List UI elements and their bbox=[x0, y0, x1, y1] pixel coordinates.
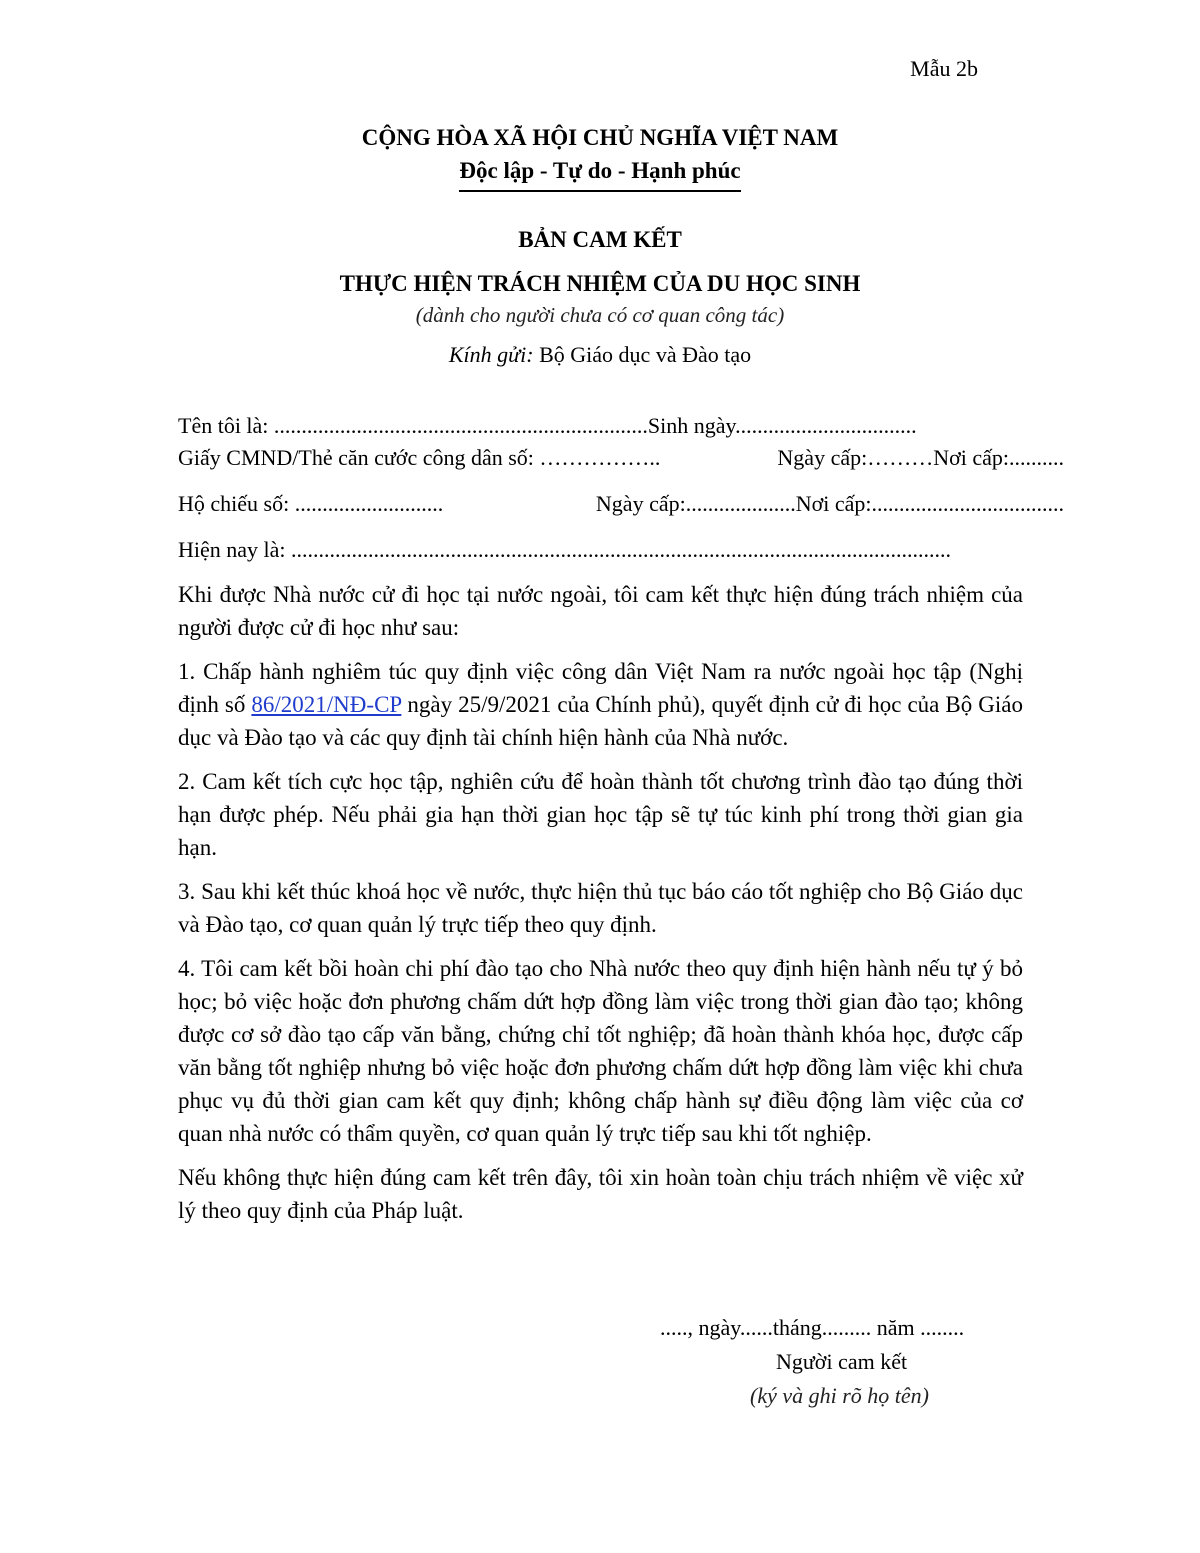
document-title: BẢN CAM KẾT bbox=[518, 227, 682, 252]
personal-info-fields bbox=[178, 410, 1064, 566]
id-card-field bbox=[178, 442, 1064, 474]
signature-title: Người cam kết bbox=[776, 1349, 908, 1374]
commitment-item-1 bbox=[178, 655, 1023, 754]
commitment-item-2: 2. Cam kết tích cực học tập, nghiên cứu để hoàn thành tốt chương trình đào tạo đúng thời hạn được phép. Nếu phải gia hạn thời gian học tập sẽ tự túc kinh phí trong thời gian gia hạn. bbox=[178, 769, 1023, 860]
addressee-value: Bộ Giáo dục và Đào tạo bbox=[539, 342, 752, 367]
commitment-item-4: 4. Tôi cam kết bồi hoàn chi phí đào tạo cho Nhà nước theo quy định hiện hành nếu tự ý bỏ học; bỏ việc hoặc đơn phương chấm dứt hợp đồng làm việc trong thời gian đào tạo; không được cơ sở đào tạo cấp văn bằng, chứng chỉ tốt nghiệp; đã hoàn thành khóa học, được cấp văn bằng tốt nghiệp nhưng bỏ việc hoặc đơn phương chấm dứt hợp đồng làm việc khi chưa phục vụ đủ thời gian cam kết quy định; không chấp hành sự điều động làm việc của cơ quan nhà nước có thẩm quyền, cơ quan quản lý trực tiếp sau khi tốt nghiệp. bbox=[178, 956, 1023, 1146]
passport-field bbox=[178, 488, 1064, 520]
addressee-label: Kính gửi: bbox=[448, 342, 534, 367]
signature-note: (ký và ghi rõ họ tên) bbox=[750, 1383, 929, 1408]
national-motto: Độc lập - Tự do - Hạnh phúc bbox=[459, 155, 740, 192]
id-card-issue: Ngày cấp:………Nơi cấp:.......... bbox=[777, 445, 1064, 470]
intro-paragraph: Khi được Nhà nước cử đi học tại nước ngoài, tôi cam kết thực hiện đúng trách nhiệm của người được cử đi học như sau: bbox=[178, 582, 1023, 640]
commitment-body bbox=[178, 578, 1023, 1238]
name-field-text: Tên tôi là: ....................................................................Sinh ngày................................. bbox=[178, 413, 917, 438]
nation-name: CỘNG HÒA XÃ HỘI CHỦ NGHĨA VIỆT NAM bbox=[361, 125, 839, 150]
item1-text-b: ngày 25/9/2021 của Chính phủ), quyết định cử đi học của Bộ Giáo dục và Đào tạo và các quy định tài chính hiện hành của Nhà nước. bbox=[178, 692, 1023, 750]
current-status-text: Hiện nay là: ........................................................................................................................ bbox=[178, 537, 952, 562]
decree-link[interactable]: 86/2021/NĐ-CP bbox=[251, 692, 402, 717]
document-heading bbox=[0, 224, 1200, 370]
document-note: (dành cho người chưa có cơ quan công tác) bbox=[415, 303, 785, 327]
national-header bbox=[0, 122, 1200, 192]
name-field bbox=[178, 410, 1064, 442]
passport-issue: Ngày cấp:....................Nơi cấp:................................... bbox=[595, 491, 1064, 516]
signature-date: ....., ngày......tháng......... năm ........ bbox=[660, 1315, 965, 1340]
item1-text-a: 1. Chấp hành nghiêm túc quy định việc công dân Việt Nam ra nước ngoài học tập (Nghị định số bbox=[178, 659, 1023, 717]
current-status-field bbox=[178, 534, 1064, 566]
closing-paragraph: Nếu không thực hiện đúng cam kết trên đây, tôi xin hoàn toàn chịu trách nhiệm về việc xử lý theo quy định của Pháp luật. bbox=[178, 1165, 1023, 1223]
passport-number: Hộ chiếu số: ........................... bbox=[178, 491, 444, 516]
addressee bbox=[0, 340, 1200, 370]
id-card-number: Giấy CMND/Thẻ căn cước công dân số: …………….. bbox=[178, 445, 661, 470]
form-code: Mẫu 2b bbox=[910, 56, 978, 81]
document-subtitle: THỰC HIỆN TRÁCH NHIỆM CỦA DU HỌC SINH bbox=[339, 271, 861, 296]
commitment-item-3: 3. Sau khi kết thúc khoá học về nước, thực hiện thủ tục báo cáo tốt nghiệp cho Bộ Giáo dục và Đào tạo, cơ quan quản lý trực tiếp theo quy định. bbox=[178, 879, 1023, 937]
